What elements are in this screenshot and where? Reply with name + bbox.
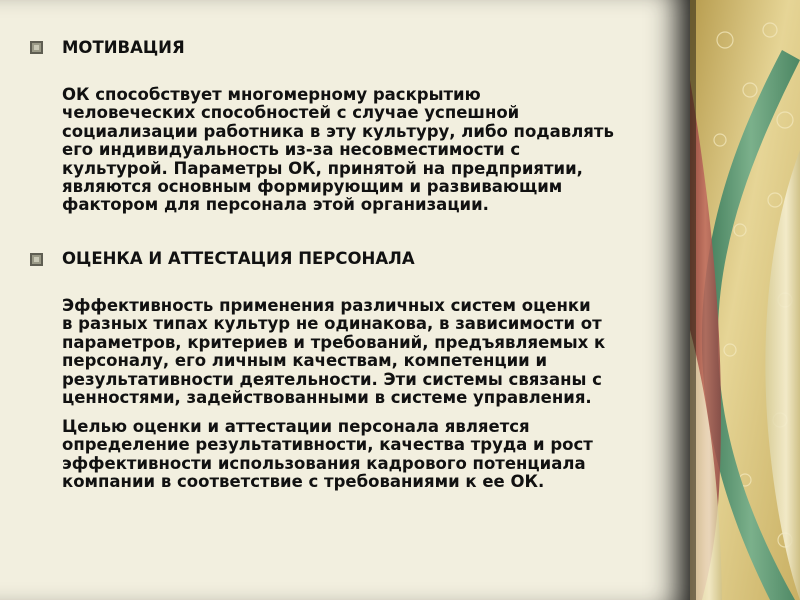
decorative-side-panel [690, 0, 800, 600]
section-heading-assessment: ОЦЕНКА И АТТЕСТАЦИЯ ПЕРСОНАЛА [62, 249, 415, 268]
bullet-icon [30, 253, 43, 266]
decorative-ribbons-icon [690, 0, 800, 600]
paragraph-motivation: ОК способствует многомерному раскрытию человеческих способностей с случае успешной социализации работника в эту культуру, либо подавлять его индивидуальность из-за несовместимости с культурой. Параметры ОК, принятой на предприятии, являются основным формирующим и развивающим фактором для персонала этой организации. [62, 85, 614, 215]
paragraph-assessment-2: Целью оценки и аттестации персонала является определение результативности, качества труда и рост эффективности использования кадрового потенциала компании в соответствие с требованиями к ее ОК. [62, 417, 593, 492]
paragraph-assessment-1: Эффективность применения различных систем оценки в разных типах культур не одинакова, в зависимости от параметров, критериев и требований, предъявляемых к персоналу, его личным качествам, компетенции и результативности деятельности. Эти системы связаны с ценностями, задействованными в системе управления. [62, 296, 606, 408]
bullet-icon [30, 41, 43, 54]
section-heading-motivation: МОТИВАЦИЯ [62, 38, 185, 57]
